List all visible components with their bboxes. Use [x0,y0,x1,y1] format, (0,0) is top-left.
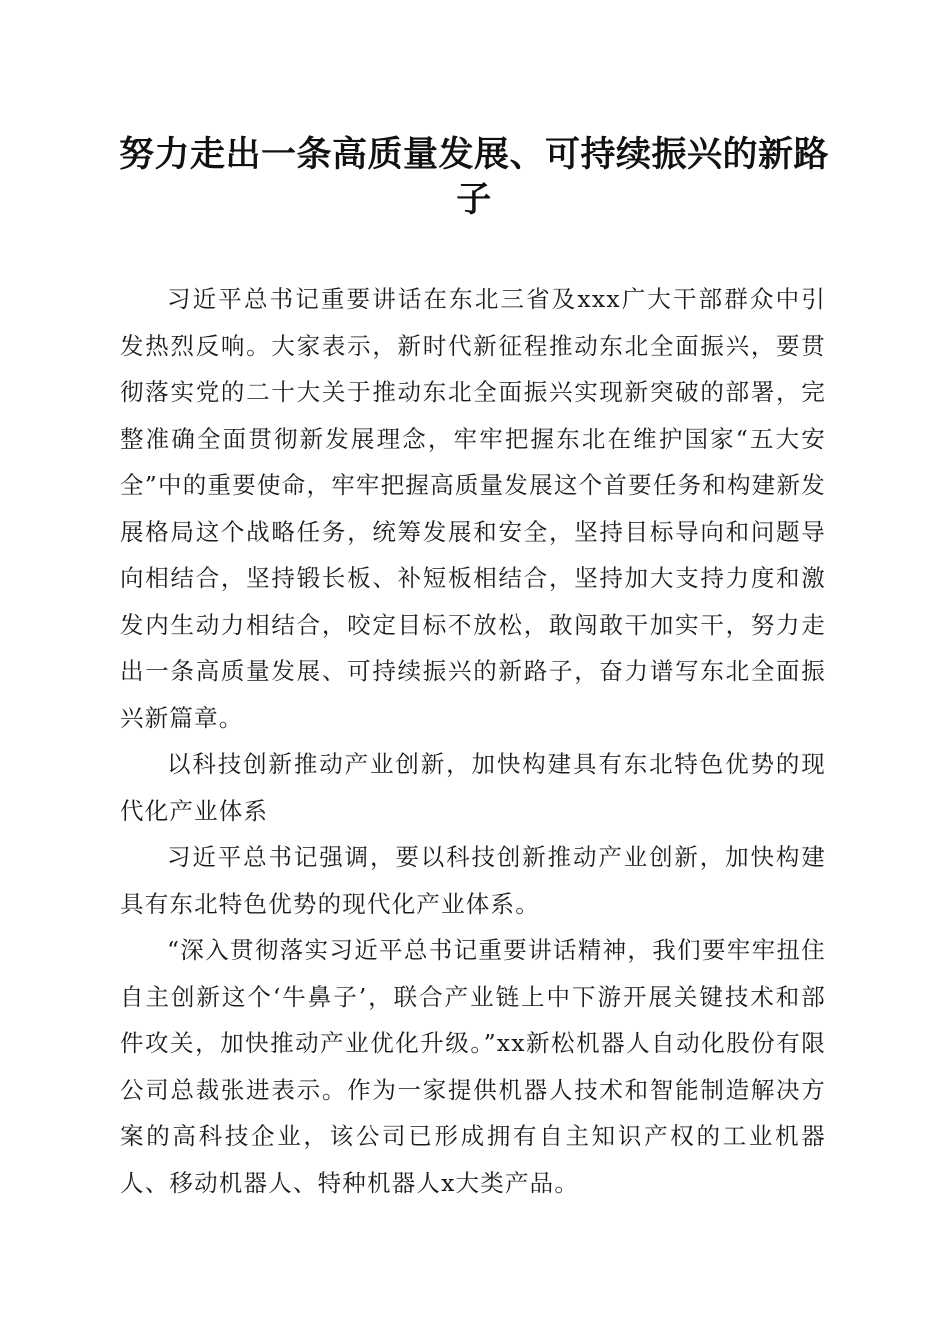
paragraph: “深入贯彻落实习近平总书记重要讲话精神，我们要牢牢扭住自主创新这个‘牛鼻子’，联合产业链上中下游开展关键技术和部件攻关，加快推动产业优化升级。”xx新松机器人自动化股份有限公司总裁张进表示。作为一家提供机器人技术和智能制造解决方案的高科技企业，该公司已形成拥有自主知识产权的工业机器人、移动机器人、特种机器人x大类产品。 [120,936,826,1197]
section-heading: 以科技创新推动产业创新，加快构建具有东北特色优势的现代化产业体系 [120,750,826,825]
paragraph: 习近平总书记重要讲话在东北三省及xxx广大干部群众中引发热烈反响。大家表示，新时代新征程推动东北全面振兴，要贯彻落实党的二十大关于推动东北全面振兴实现新突破的部署，完整准确全面贯彻新发展理念，牢牢把握东北在维护国家“五大安全”中的重要使命，牢牢把握高质量发展这个首要任务和构建新发展格局这个战略任务，统筹发展和安全，坚持目标导向和问题导向相结合，坚持锻长板、补短板相结合，坚持加大支持力度和激发内生动力相结合，咬定目标不放松，敢闯敢干加实干，努力走出一条高质量发展、可持续振兴的新路子，奋力谱写东北全面振兴新篇章。 [120,285,826,732]
document-title: 努力走出一条高质量发展、可持续振兴的新路子 [118,134,829,220]
document-body [120,276,826,1206]
paragraph: 习近平总书记强调，要以科技创新推动产业创新，加快构建具有东北特色优势的现代化产业体系。 [120,843,826,918]
